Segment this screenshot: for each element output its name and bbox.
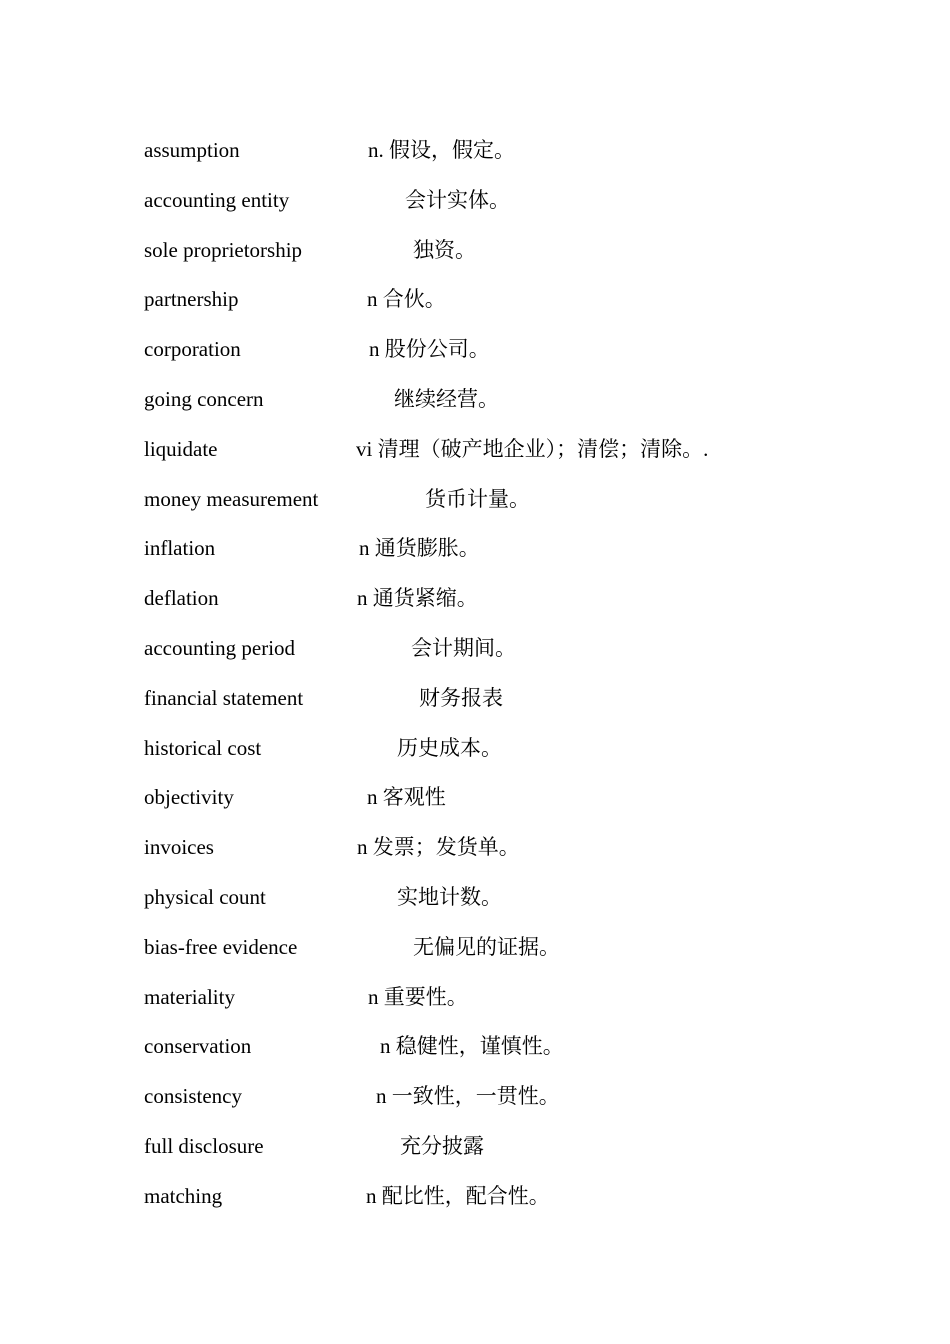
glossary-entry — [144, 285, 844, 335]
term: partnership — [144, 287, 239, 312]
definition: n 发票；发货单。 — [357, 835, 520, 860]
definition: 无偏见的证据。 — [413, 934, 560, 959]
definition: 历史成本。 — [397, 735, 502, 760]
term: matching — [144, 1183, 223, 1208]
term: materiality — [144, 984, 235, 1009]
definition: n. 假设，假定。 — [368, 138, 515, 162]
term: deflation — [144, 586, 219, 611]
glossary-entry — [144, 783, 844, 833]
glossary-entry — [144, 1082, 844, 1132]
term: accounting period — [144, 635, 296, 660]
glossary-entry — [144, 883, 844, 933]
definition: n 配比性，配合性。 — [366, 1183, 550, 1208]
glossary-entry — [144, 734, 844, 784]
definition: 实地计数。 — [397, 884, 502, 909]
glossary-entry — [144, 435, 844, 485]
definition: 货币计量。 — [425, 486, 530, 511]
glossary-entry — [144, 684, 844, 734]
definition: 财务报表 — [419, 685, 503, 710]
glossary-entry — [144, 186, 844, 236]
glossary-entry — [144, 933, 844, 983]
term: liquidate — [144, 436, 218, 461]
definition: 会计期间。 — [411, 635, 516, 660]
term: full disclosure — [144, 1133, 264, 1158]
glossary-entry — [144, 584, 844, 634]
definition: n 股份公司。 — [369, 337, 490, 362]
definition: 充分披露 — [400, 1133, 484, 1158]
definition: n 通货膨胀。 — [359, 536, 480, 561]
glossary-list — [144, 136, 844, 1232]
term: inflation — [144, 536, 216, 561]
term: sole proprietorship — [144, 237, 303, 262]
glossary-entry — [144, 983, 844, 1033]
glossary-entry — [144, 485, 844, 535]
definition: n 通货紧缩。 — [357, 586, 478, 611]
term: assumption — [144, 138, 240, 162]
term: corporation — [144, 337, 241, 362]
glossary-entry — [144, 335, 844, 385]
glossary-entry — [144, 236, 844, 286]
term: consistency — [144, 1084, 242, 1109]
term: going concern — [144, 386, 264, 411]
definition: vi 清理（破产地企业）；清偿；清除。. — [356, 436, 709, 461]
term: physical count — [144, 884, 266, 909]
definition: 独资。 — [413, 237, 476, 262]
term: financial statement — [144, 685, 304, 710]
definition: n 合伙。 — [367, 287, 446, 312]
term: accounting entity — [144, 187, 290, 212]
definition: n 重要性。 — [368, 984, 468, 1009]
glossary-entry — [144, 1182, 844, 1232]
glossary-entry — [144, 385, 844, 435]
glossary-entry — [144, 1032, 844, 1082]
term: historical cost — [144, 735, 262, 760]
definition: n 客观性 — [367, 785, 446, 810]
glossary-entry — [144, 136, 844, 186]
term: invoices — [144, 835, 214, 860]
term: money measurement — [144, 486, 319, 511]
definition: n 稳健性，谨慎性。 — [380, 1034, 564, 1059]
glossary-entry — [144, 1132, 844, 1182]
glossary-entry — [144, 634, 844, 684]
definition: n 一致性，一贯性。 — [376, 1084, 560, 1109]
term: bias-free evidence — [144, 934, 298, 959]
glossary-entry — [144, 534, 844, 584]
term: objectivity — [144, 785, 234, 810]
term: conservation — [144, 1034, 252, 1059]
glossary-entry — [144, 833, 844, 883]
definition: 会计实体。 — [405, 187, 510, 212]
definition: 继续经营。 — [394, 386, 499, 411]
